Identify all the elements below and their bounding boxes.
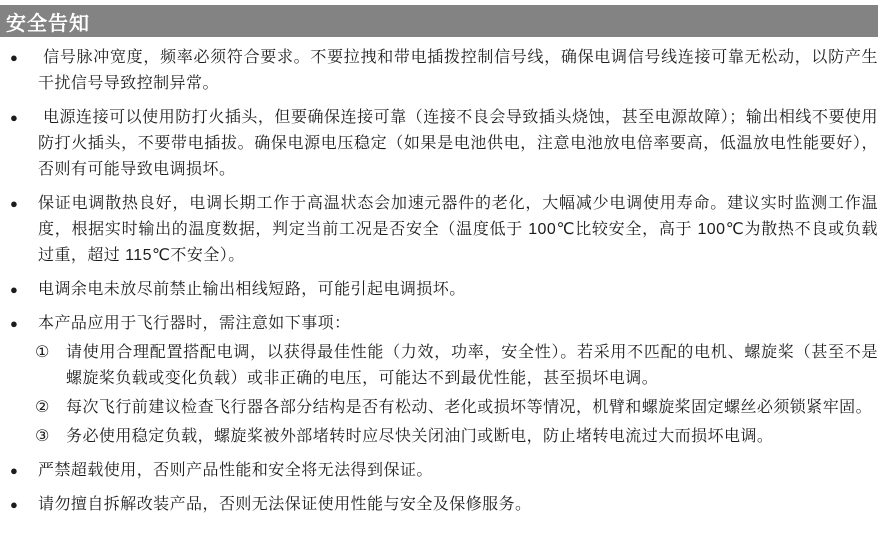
notice-text: 电调余电未放尽前禁止输出相线短路，可能引起电调损坏。: [38, 281, 466, 298]
section-header-bar: [0, 5, 878, 37]
notice-item: [10, 191, 878, 269]
notice-text: 保证电调散热良好，电调长期工作于高温状态会加速元器件的老化，大幅减少电调使用寿命。建议实时监测工作温度，根据实时输出的温度数据，判定当前工况是否安全（温度低于 100℃比较安全，高于 100℃为散热不良或负载过重，超过 115℃不安全）。: [38, 195, 878, 264]
notice-text: 信号脉冲宽度，频率必须符合要求。不要拉拽和带电插拨控制信号线，确保电调信号线连接可靠无松动，以防产生干扰信号导致控制异常。: [38, 49, 878, 92]
notice-body: [38, 191, 878, 269]
notice-sub-item: [35, 424, 878, 450]
notice-text: 请勿擅自拆解改装产品，否则无法保证使用性能与安全及保修服务。: [38, 496, 532, 513]
notice-body: [35, 311, 878, 450]
notice-body: [38, 492, 878, 518]
notice-item: [10, 458, 878, 484]
section-title: 安全告知: [6, 12, 90, 35]
notice-sub-text: 请使用合理配置搭配电调，以获得最佳性能（力效，功率，安全性）。若采用不匹配的电机、螺旋桨（甚至不是螺旋桨负载或变化负载）或非正确的电压，可能达不到最优性能，甚至损坏电调。: [66, 344, 878, 387]
circled-number-icon: ①: [35, 344, 50, 361]
notice-item: [10, 45, 878, 97]
notice-body: [38, 45, 878, 97]
bullet-icon: ●: [10, 463, 18, 478]
notice-text: 本产品应用于飞行器时，需注意如下事项：: [38, 315, 351, 332]
notice-list: [0, 37, 889, 518]
notice-text: 电源连接可以使用防打火插头，但要确保连接可靠（连接不良会导致插头烧蚀，甚至电源故障）；输出相线不要使用防打火插头，不要带电插拔。确保电源电压稳定（如果是电池供电，注意电池放电倍率要高，低温放电性能要好），否则有可能导致电调损坏。: [38, 109, 878, 178]
notice-sub-text: 每次飞行前建议检查飞行器各部分结构是否有松动、老化或损坏等情况，机臂和螺旋桨固定螺丝必须锁紧牢固。: [66, 399, 873, 416]
notice-sub-item: [35, 340, 878, 392]
circled-number-icon: ②: [35, 399, 50, 416]
notice-item: [10, 105, 878, 183]
notice-item: [10, 311, 878, 450]
bullet-icon: ●: [10, 196, 18, 211]
bullet-icon: ●: [10, 497, 18, 512]
notice-sub-text: 务必使用稳定负载，螺旋桨被外部堵转时应尽快关闭油门或断电，防止堵转电流过大而损坏电调。: [66, 428, 774, 445]
notice-sub-item: [35, 395, 878, 421]
notice-body: [38, 277, 878, 303]
bullet-icon: ●: [10, 50, 18, 65]
notice-body: [38, 458, 878, 484]
bullet-icon: ●: [10, 110, 18, 125]
bullet-icon: ●: [10, 316, 18, 331]
notice-body: [38, 105, 878, 183]
notice-text: 严禁超载使用，否则产品性能和安全将无法得到保证。: [38, 462, 433, 479]
circled-number-icon: ③: [35, 428, 50, 445]
notice-item: [10, 277, 878, 303]
bullet-icon: ●: [10, 282, 18, 297]
notice-item: [10, 492, 878, 518]
safety-notice-page: [0, 5, 889, 518]
